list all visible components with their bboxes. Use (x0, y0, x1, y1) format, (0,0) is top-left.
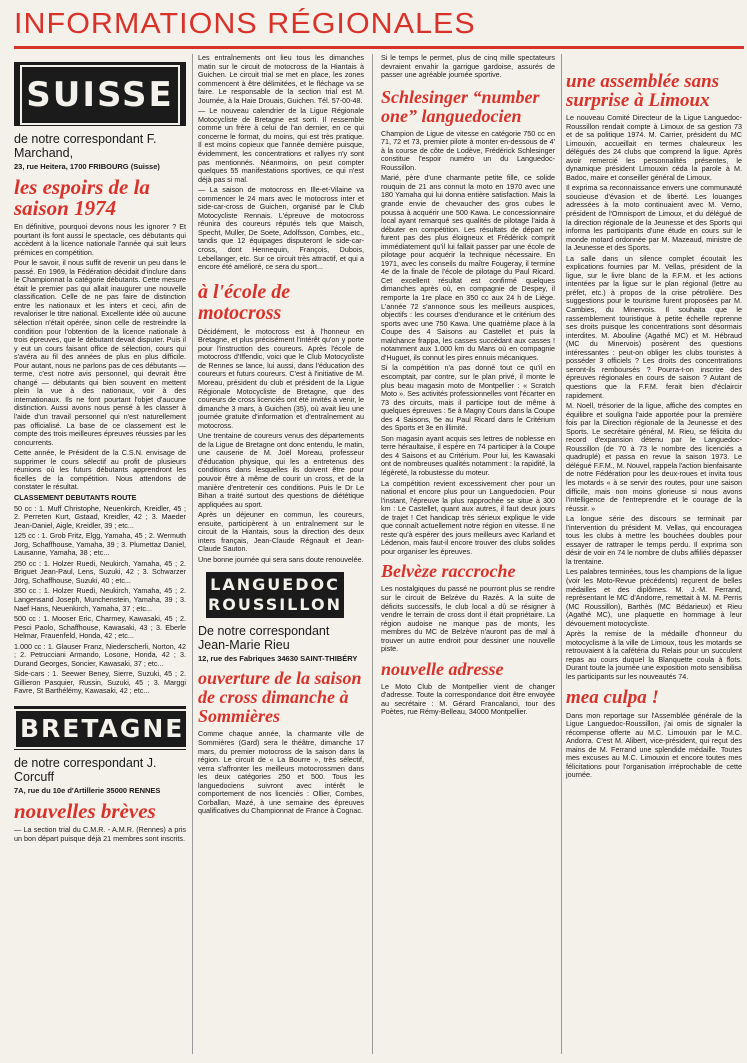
schlesinger-article (381, 130, 555, 557)
bretagne-article-start (14, 826, 186, 843)
bretagne-article-continued (198, 54, 364, 272)
paragraph: — Le nouveau calendrier de la Ligue Régionale Motocycliste de Bretagne est sorti. Il ressemble comme un frère à celui de l'an dernier, en ce qui concerne le format, du moins, qui est très pratique. Il est moins copieux que l'année dernière puisque, évidemment, les concentrations et rallyes n'y sont pas mentionnés. Néanmoins, on peut compter quelques 55 manifestations sportives, ce qui n'est déjà pas si mal. (198, 106, 364, 184)
languedoc-banner-line1: LANGUEDOC (210, 575, 340, 595)
languedoc-headline: ouverture de la saison de cross dimanche à Sommières (198, 668, 362, 727)
paragraph: Champion de Ligue de vitesse en catégorie 750 cc en 71, 72 et 73, premier pilote à monter en-dessous de 4' à la course de côte de Lodève, Frédérick Schlesinger constitue l'espoir numéro un du Languedoc-Roussillon. (381, 128, 555, 172)
paragraph: Dans mon reportage sur l'Assemblée générale de la Ligue Languedoc-Roussillon, j'ai omis de signaler la récompense offerte au M.C. Limouxin par le M.C. Andorra. C'est M. Alibert, vice-président, qui reçut des mains de M. Ferrand une splendide médaille. Toutes mes excuses au M.C. Limouxin et encore toutes mes félicitations pour l'organisation irréprochable de cette journée. (566, 710, 742, 780)
paragraph: Le nouveau Comité Directeur de la Ligue Languedoc-Roussillon rendait compte à Limoux de sa gestion 73 et de sa politique 1974. M. Carrier, président du MC Limouxin, accueillait en termes chaleureux les délégués des 24 clubs que comprend la ligue. Après avoir remercié les personnalités présentes, le dynamique président Limouxin céda la parole à M. Badoc, maire et conseiller général de Limoux. (566, 113, 742, 182)
page-title: INFORMATIONS RÉGIONALES (14, 8, 476, 40)
paragraph: Décidément, le motocross est à l'honneur en Bretagne, et plus précisément l'intérêt qu'on y porte pour l'instruction des coureurs. Après l'école de motocross d'Iffendic, voici que le Club Motocycliste de Rennes se lance, lui aussi, dans l'éducation des coureurs et futurs coureurs. C'est à l'initiative de M. Moreau, président du club et président de la Ligue Régionale Motocycliste de Bretagne, que des coureurs de cross licenciés ont été invités à venir, le dimanche 3 mars, à Guichen (35), où avait lieu une journée gratuite d'information et d'entraînement au motocross. (198, 326, 364, 430)
paragraph: CLASSEMENT DEBUTANTS ROUTE (14, 492, 137, 502)
bretagne-address: 7A, rue du 10e d'Artillerie 35000 RENNES (14, 785, 161, 795)
column-divider (372, 54, 373, 1054)
languedoc-article-continued (381, 54, 555, 80)
ecole-article (198, 328, 364, 565)
suisse-article (14, 223, 186, 696)
suisse-headline: les espoirs de la saison 1974 (14, 175, 150, 220)
paragraph: Les palabres terminées, tous les champions de la ligue (voir les Moto-Revue précédents) reçurent de belles médailles et des diplômes. M. J.-M. Ferrand, représentant le MC d'Andorre, remettait à M. M. Perris (MC Roussillon), Barthès (MC Bédarieux) et Rieu (Agathé MC), une plaquette en hommage à leur dévouement motocycliste. (566, 567, 742, 628)
paragraph: Le Moto Club de Montpellier vient de changer d'adresse. Toute la correspondance doit être envoyée au secrétaire : M. Gérard Francalanci, tour des Poètes, rue Rémy-Belleau, 34000 Montpellier. (381, 681, 555, 717)
languedoc-correspondant: De notre correspondant Jean-Marie Rieu (198, 624, 330, 653)
suisse-address: 23, rue Heitera, 1700 FRIBOURG (Suisse) (14, 162, 160, 171)
ecole-headline: à l'école de motocross (198, 280, 291, 324)
paragraph: 50 cc : 1. Muff Christophe, Neuenkirch, Kreidler, 45 ; 2. Perreten Kurt, Gstaad, Kreidler, 42 ; 3. Maeder Jean-Daniel, Aigle, Kreidler, 39 ; etc... (14, 503, 186, 530)
culpa-article (566, 712, 742, 780)
paragraph: Cette année, le Président de la C.S.N. envisage de supprimer le cours sélectif au profit de plusieurs réunions où les futurs débutants apprendront les ficelles de la compétition. Nous attendons de constater le résultat. (14, 448, 186, 492)
suisse-correspondant: de notre correspondant F. Marchand, (14, 132, 157, 160)
paragraph: Il exprima sa reconnaissance envers une communauté soucieuse d'évasion et de liberté. Les louanges adressées à la moto continuaient avec M. Verno, président de l'Omnisport de Limoux, et du délégué de la direction régionale de la Jeunesse et des Sports qui informa les participants d'une étude en cours sur le monde motard ordonnée par M. Mazeaud, ministre de la Jeunesse et des Sports. (566, 183, 742, 253)
paragraph: M. Noell, trésorier de la ligue, affiche des comptes en équilibre et souligna l'aide apportée pour la première fois par la Direction régionale de la Jeunesse et des Sports. Le secrétaire général, M. Rieu, se félicita du record d'expansion détenu par le Languedoc-Roussillon (de 70 à 73 le nombre des licenciés a quadruplé) et passa en revue la saison 1973. Le délégué F.F.M., M. Nouvel, rappela l'action bienfaisante de notre Fédération pour les deux-roues et invita tous les motards « à se servir des routes, pour une saison difficile, mais non moins glorieuse si nous avons l'intelligence de l'entreprendre et le courage de la réussir. » (566, 401, 742, 513)
paragraph: Pour le savoir, il nous suffit de revenir un peu dans le passé. En 1969, la Fédération décidait d'inclure dans le Championnat la catégorie débutants. Cette mesure était le premier pas qui allait inaugurer une nouvelle classification. Celle de ne pas faire de distinction entre les nationaux et les inters et ceci, afin de revaloriser le titre national. Excellente idée où aucune sélection n'était opérée, sinon celle de restreindre la condition pour l'obtention de la licence nationale à trois épreuves, que le débutant devait disputer. Puis il y eut un cours faisant office de sélection, cours qui s'avéra au fil des années de plus en plus difficile. Pour autant, nous ne parlons pas de ces débutants — terme, c'est notre avis personnel, qui devrait être changé — débutants qui bien souvent en mettent plein la vue à des nationaux, voir à des internationaux. Ils ne font pourtant l'objet d'aucune distinction. Aussi avons nous pensé à les classer à l'aide d'un travail personnel qui n'est naturellement pas officialisé. La base de ce classement est le compte des trois meilleures épreuves réussies par les concurrents. (14, 258, 186, 447)
paragraph: Si la compétition n'a pas donné tout ce qu'il en escomptait, par contre, sur le plan privé, il monte le plus beau magasin moto de Montpellier : « Scratch Moto ». Ses activités professionnelles vont l'écarter en 73 des circuits, mais il participe tout de même à quelques épreuves : 5e à Magny Cours dans la Coupe des 4 Saisons, 5e au Paul Ricard dans le Critérium des Sports et 3e en illimité. (381, 363, 555, 433)
paragraph: La longue série des discours se terminait par l'intervention du président M. Vellas, qui encourageа tous les clubs à mettre les bouchées doubles pour essayer de rattraper le temps perdu. Il exprima son désir de voir en 74 le nombre de clubs affiliés dépasser la trentaine. (566, 514, 742, 566)
column-1 (14, 54, 186, 1059)
paragraph: La salle dans un silence complet écoutait les explications fournies par M. Vellas, président de la ligue, sur le livre blanc de la F.F.M. et les actions intentées par la ligue sur le plan régional (lettre au préfet, etc.) à propos de la crise pétrolière. Des suggestions pour le tourisme furent proposées par M. Cambies, du Minervois. Il souhaita que le rassemblement touristique à petite échelle reprenne ses droits puisque les concentrations sont désormais interdites. M. Abouline (Agathé MC) et M. Hébraud (MC du Minervois) posèrent des questions intéressantes : peut-on obliger les clubs touristes à posséder 3 officiels ? Les droits des concentrations seront-ils remboursés ? Pourra-t-on inscrire des épreuves régionales en cours de saison ? Autant de questions que la F.F.M. ferait bien d'éclaircir rapidement. (566, 253, 742, 400)
bretagne-banner-text: BRETAGNE (14, 709, 186, 749)
column-divider (561, 54, 562, 1054)
paragraph: Les entraînements ont lieu tous les dimanches matin sur le circuit de motocross de la Hiantais à Guichen. Le circuit trial se met en place, les zones commencent à être délimitées, et le fléchage va se faire. Le responsable de la section trial est M. Journée, à la Haie Drouais, Guichen. Tél. 57-00-48. (198, 54, 364, 105)
suisse-banner-text: SUISSE (20, 65, 179, 125)
paragraph: — La saison de motocross en Ille-et-Vilaine va commencer le 24 mars avec le motocross inter et side-car-cross de Guichen, organisé par le Club Motocycliste Rennais. L'épreuve de motocross réunira des coureurs réputés tels que Maisch, Specht, Muller, De Soete, Adolfsson, Combes, etc., tandis que 12 équipages disputeront le side-car-cross, dont Hennequin, François, Dubois, Lebellanger, etc. Sur ce circuit très attractif, et qui a encore été amélioré, ce sera du sport... (198, 185, 364, 272)
column-3 (381, 54, 555, 1059)
paragraph: Après la remise de la médaille d'honneur du motocyclisme à la ville de Limoux, tous les motards se retrouvaient à la cafétéria du Relais pour un succulent repas au cours duquel la Blanquette coula à flots. Durant toute la journée une exposition moto sensibilisa les participants sur les nouveautés 74. (566, 629, 742, 681)
limoux-article (566, 114, 742, 682)
suisse-banner (14, 62, 186, 126)
languedoc-address: 12, rue des Fabriques 34630 SAINT-THIBÉRY (198, 654, 358, 664)
belveze-article (381, 585, 555, 653)
paragraph: Si le temps le permet, plus de cinq mille spectateurs devraient envahir la garrigue gardoise, assurés de passer une agréable journée sportive. (381, 54, 555, 80)
languedoc-article-start (198, 730, 364, 815)
paragraph: En définitive, pourquoi devons nous les ignorer ? Et pourtant ils font aussi le spectacle, ces débutants qui accèdent à la licence nationale l'année qui suit leurs prémices en compétition. (14, 222, 186, 257)
bretagne-headline: nouvelles brèves (14, 798, 156, 823)
paragraph: La compétition revient excessivement cher pour un national et encore plus pour un Languedocien. Pour l'instant, l'épreuve la plus rapprochée se situe à 300 km : Le Castellet, quant aux autres, il faut deux jours de trajet ! Cet handicap très sérieux explique le vide que connaît actuellement notre région en vitesse. Il ne reste qu'à espérer des jours meilleurs avec Karland et Lédenon, mais faut-il encore trouver des clubs solides pour organiser les épreuves. (381, 478, 555, 556)
column-2 (198, 54, 364, 1059)
paragraph: Son magasin ayant acquis ses lettres de noblesse en terre héraultaise, il espère en 74 participer à la Coupe des 4 Saisons et au Critérium. Pour lui, les Kawasaki ont de nombreuses qualités notamment : la rapidité, la légèreté, la robustesse du moteur. (381, 433, 555, 477)
column-divider (192, 54, 193, 1054)
adresse-article (381, 683, 555, 717)
paragraph: Side-cars : 1. Seewer Beney, Sierre, Suzuki, 45 ; 2. Gillieron Pasquier, Russin, Suzuki, 45 ; 3. Marggi Favre, St Barthélémy, Kawasaki, 42 ; etc... (14, 669, 186, 696)
paragraph: — La section trial du C.M.R. - A.M.R. (Rennes) a pris un bon départ puisque déjà 21 membres sont inscrits. (14, 824, 186, 843)
schlesinger-headline: Schlesinger “number one” languedocien (381, 86, 540, 126)
languedoc-banner-line2: ROUSSILLON (207, 595, 342, 615)
languedoc-banner (206, 572, 344, 618)
paragraph: Après un déjeuner en commun, les coureurs, ensuite, participèrent à un entraînement sur le circuit de la Hiantais, sous la direction des deux inters français, Jean-Claude Régnault et Jean-Claude Sauton. (198, 510, 364, 554)
paragraph: 125 cc : 1. Grob Fritz, Elgg, Yamaha, 45 ; 2. Wermuth Jorg, Schaffhouse, Yamaha, 39 ; 3. Plumettaz Daniel, Lausanne, Yamaha, 38 ; etc... (14, 531, 186, 558)
paragraph: Comme chaque année, la charmante ville de Sommières (Gard) sera le théâtre, dimanche 17 mars, du premier motocross de la saison dans la région. Le circuit de « La Bourre », très sélectif, verra s'affronter les meilleurs motocrossmen dans les deux catégories 250 et 500. Tous les languedociens suivront avec intérêt le comportement de nos licenciés : Ollier, Combes, Corballan, Mazé, à une semaine des épreuves qualificatives du Championnat de France à Cognac. (198, 729, 364, 816)
bretagne-correspondant: de notre correspondant J. Corcuff (14, 755, 157, 784)
adresse-headline: nouvelle adresse (381, 658, 504, 679)
paragraph: 1.000 cc : 1. Glauser Franz, Niederscherli, Norton, 42 ; 2. Petrucciani Armando, Losone, Honda, 42 ; 3. Durand Georges, Soncier, Kawasaki, 37 ; etc... (14, 641, 186, 668)
culpa-headline: mea culpa ! (566, 686, 659, 708)
paragraph: Les nostalgiques du passé ne pourront plus se rendre sur le circuit de Belzève du Razès. A la suite de déficits successifs, le club local a dû se résigner à vendre le terrain de cross dont il était propriétaire. La région audoise ne manque pas de monts, les membres du MC de Belzève n'auront pas de mal à trouver un autre endroit pour dessiner une nouvelle piste. (381, 584, 555, 654)
paragraph: 350 cc : 1. Holzer Ruedi, Neukirch, Yamaha, 45 ; 2. Langensand Joseph, Munchenstein, Yamaha, 39 ; 3. Naef Hans, Neuenkirch, Yamaha, 37 ; etc... (14, 586, 186, 613)
page-header (14, 4, 744, 49)
paragraph: Une bonne journée qui sera sans doute renouvelée. (198, 554, 364, 564)
belveze-headline: Belvèze raccroche (381, 561, 516, 582)
paragraph: 250 cc : 1. Holzer Ruedi, Neukirch, Yamaha, 45 ; 2. Briguet Jean-Paul, Lens, Suzuki, 42 ; 3. Schwarzer Jörg, Schaffhouse, Suzuki, 40 ; etc... (14, 558, 186, 585)
paragraph: Une trentaine de coureurs venus des départements de la Ligue de Bretagne ont donc entendu, le matin, une causerie de M. Joël Moreau, professeur d'éducation physique, qui les a entretenus des conditions dans lesquelles ils doivent être pour pouvoir être à même de courir un cross, et de la manière d'entretenir ces conditions. Puis le Dr Le Bihan a traité surtout des questions de diététique appliquées au sport. (198, 431, 364, 509)
paragraph: Marié, père d'une charmante petite fille, ce solide rouquin de 21 ans connut la moto en 1970 avec une 180 Yamaha qui lui donna entière satisfaction. Mais la grande envie de chevaucher des gros cubes le poussa à acquérir une 500 Kawa. Le concessionnaire local ayant remarqué ses qualités de pilotage l'aida à débuter en compétition. Les résultats de départ ne furent pas des plus éloigneux et Frédérick comprit immédiatement qu'il lui fallait passer par une école de pilotage pour acquérir la technique nécessaire. En 1971, avec les conseils du maître Fougeray, il termine 4e de la finale de l'école de pilotage du Paul Ricard. Cet excellent résultat est confirmé quelques dimanches après où, en compagnie de Despey, il remporte la 1re place en 350 cc aux 24 h de Liège. L'année 72 s'annonce sous les meilleurs auspices, objectifs : les courses d'endurance et le critérium des sports avec une 750 Kawa. Une quatrième place à la Coupe des 4 Saisons au Castellet et puis la malchance frappa, les casses succédant aux casses ! notamment aux 1.000 km du Mans où en compagnie d'Huguet, ils connut les pires ennuis mécaniques. (381, 173, 555, 362)
limoux-headline: une assemblée sans surprise à Limoux (566, 71, 720, 111)
column-4 (566, 54, 742, 1059)
bretagne-banner (14, 706, 186, 750)
paragraph: 500 cc : 1. Mooser Eric, Charmey, Kawasaki, 45 ; 2. Pesci Paolo, Schaffhouse, Kawasaki, 43 ; 3. Eberle Helmar, Frauenfeld, Honda, 42 ; etc... (14, 614, 186, 641)
